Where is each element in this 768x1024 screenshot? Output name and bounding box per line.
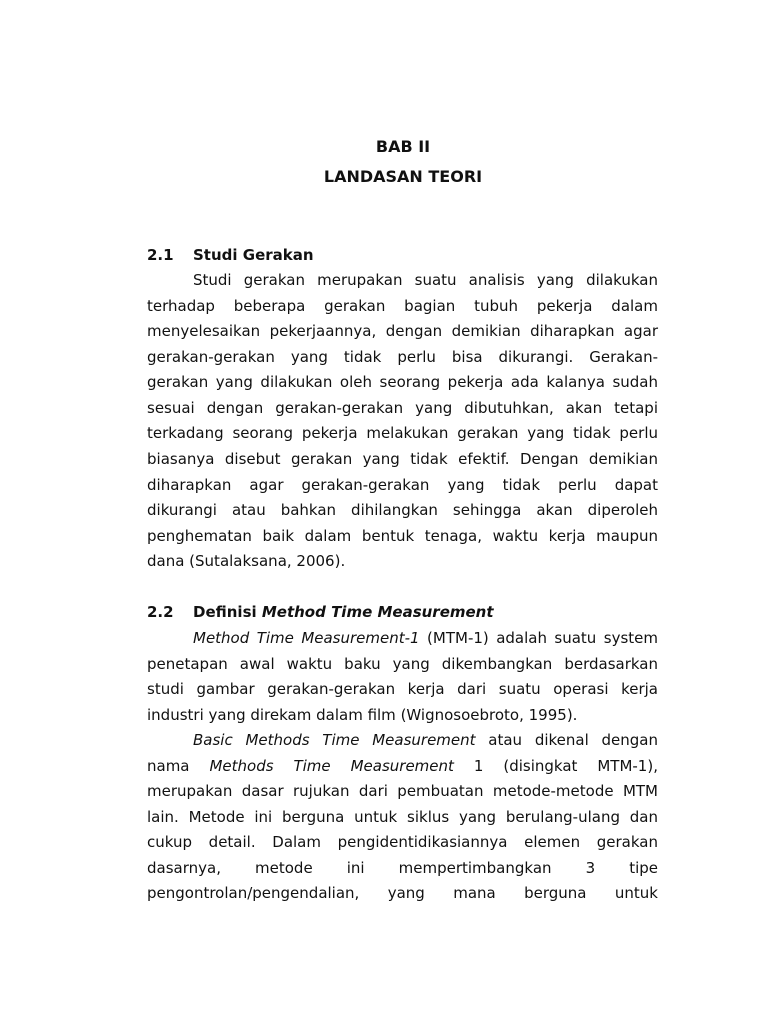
- paragraph-line: merupakan dasar rujukan dari pembuatan metode-metode MTM: [147, 782, 658, 800]
- line-text: atau dikenal dengan: [475, 731, 658, 749]
- section-number: 2.1: [147, 246, 174, 264]
- paragraph-line: [147, 756, 658, 776]
- paragraph-line: dana (Sutalaksana, 2006).: [147, 552, 346, 570]
- paragraph-line: sesuai dengan gerakan-gerakan yang dibutuhkan, akan tetapi: [147, 399, 658, 417]
- chapter-number: BAB II: [375, 137, 431, 156]
- paragraph-line: pengontrolan/pengendalian, yang mana berguna untuk: [147, 884, 658, 902]
- section-title: Definisi: [193, 603, 262, 621]
- paragraph-line: studi gambar gerakan-gerakan kerja dari suatu operasi kerja: [147, 680, 658, 698]
- line-text: nama: [147, 757, 210, 775]
- section-title-italic: Method Time Measurement: [261, 603, 494, 621]
- section-title: Studi Gerakan: [193, 246, 314, 264]
- paragraph-line: diharapkan agar gerakan-gerakan yang tidak perlu dapat: [147, 476, 658, 494]
- paragraph-line: [193, 628, 658, 648]
- paragraph-line: industri yang direkam dalam film (Wignosoebroto, 1995).: [147, 706, 578, 724]
- chapter-title: LANDASAN TEORI: [323, 167, 483, 186]
- paragraph-line: terkadang seorang pekerja melakukan gerakan yang tidak perlu: [147, 424, 658, 442]
- paragraph-line: menyelesaikan pekerjaannya, dengan demikian diharapkan agar: [147, 322, 658, 340]
- paragraph-line: [193, 730, 658, 750]
- paragraph-line: biasanya disebut gerakan yang tidak efektif. Dengan demikian: [147, 450, 658, 468]
- paragraph-line: Studi gerakan merupakan suatu analisis yang dilakukan: [193, 271, 658, 289]
- section-number: 2.2: [147, 603, 174, 621]
- paragraph-line: lain. Metode ini berguna untuk siklus yang berulang-ulang dan: [147, 808, 658, 826]
- term-italic: Method Time Measurement-1: [193, 629, 420, 647]
- term-italic: Basic Methods Time Measurement: [193, 731, 476, 749]
- paragraph-line: penghematan baik dalam bentuk tenaga, waktu kerja maupun: [147, 527, 658, 545]
- paragraph-line: gerakan-gerakan yang tidak perlu bisa dikurangi. Gerakan-: [147, 348, 658, 366]
- section-heading: [147, 602, 494, 622]
- paragraph-line: dasarnya, metode ini mempertimbangkan 3 tipe: [147, 859, 658, 877]
- section-heading: [147, 245, 314, 265]
- line-text: (MTM-1) adalah suatu system: [419, 629, 658, 647]
- paragraph-line: penetapan awal waktu baku yang dikembangkan berdasarkan: [147, 655, 658, 673]
- line-text: 1 (disingkat MTM-1),: [453, 757, 658, 775]
- term-italic: Methods Time Measurement: [209, 757, 454, 775]
- paragraph-line: dikurangi atau bahkan dihilangkan sehingga akan diperoleh: [147, 501, 658, 519]
- paragraph-line: gerakan yang dilakukan oleh seorang pekerja ada kalanya sudah: [147, 373, 658, 391]
- paragraph-line: cukup detail. Dalam pengidentidikasiannya elemen gerakan: [147, 833, 658, 851]
- paragraph-line: terhadap beberapa gerakan bagian tubuh pekerja dalam: [147, 297, 658, 315]
